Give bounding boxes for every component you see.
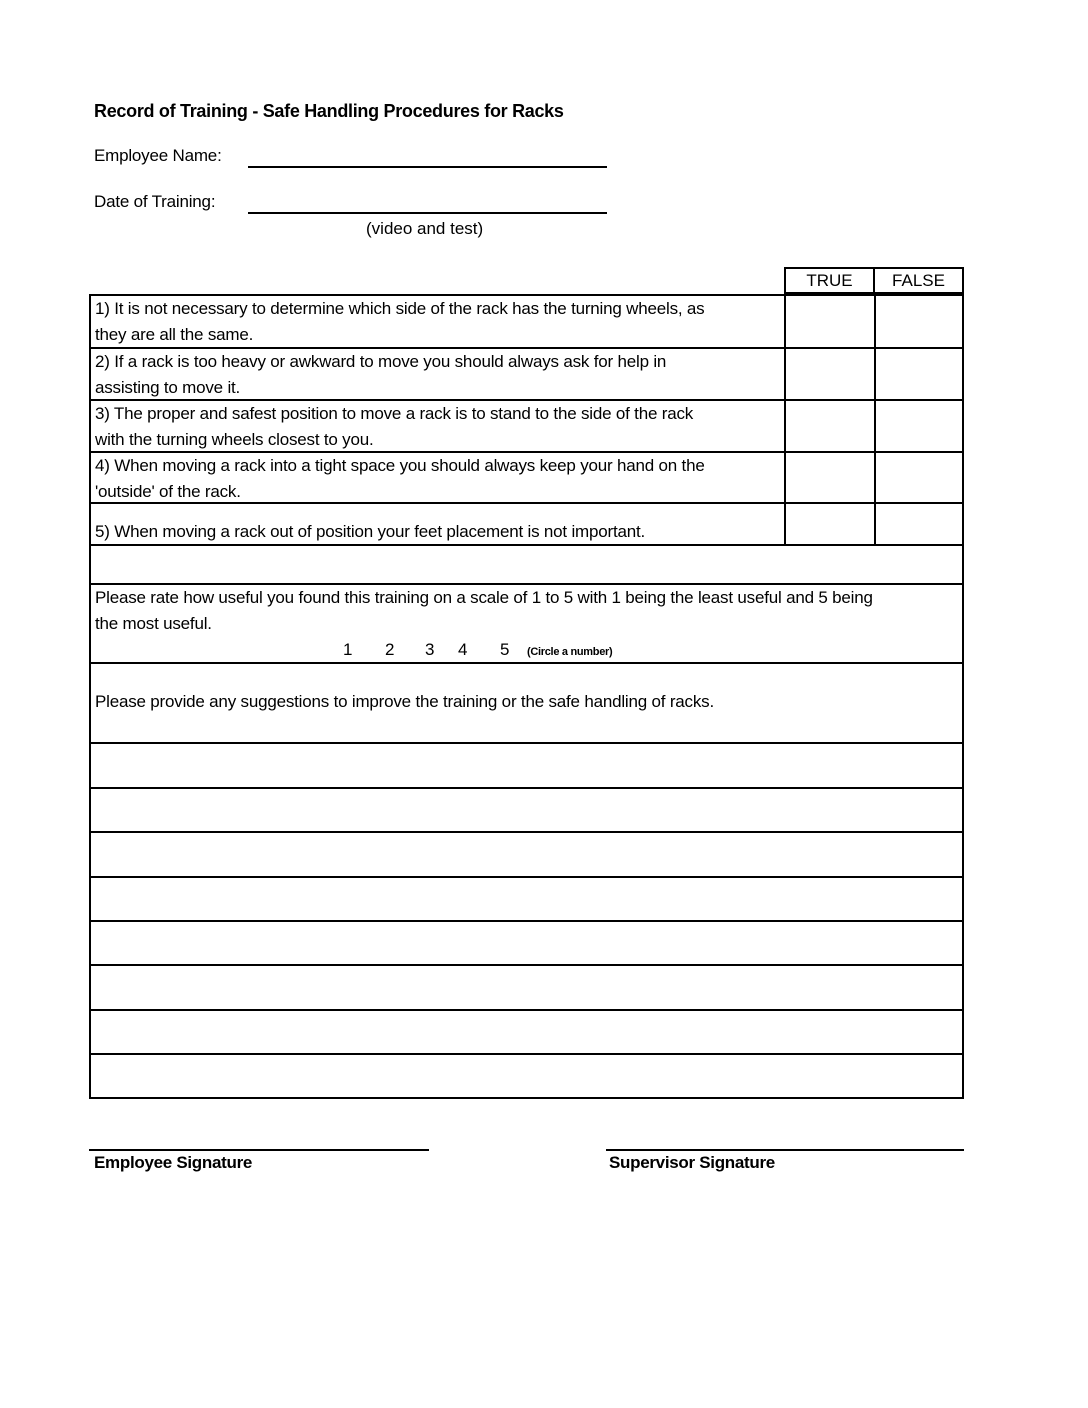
rating-option-3[interactable]: 3 <box>425 640 435 659</box>
employee-name-label: Employee Name: <box>94 146 222 165</box>
true-column-header: TRUE <box>806 271 853 290</box>
supervisor-signature-label: Supervisor Signature <box>609 1153 775 1172</box>
true-checkbox[interactable] <box>784 349 874 399</box>
suggestions-prompt: Please provide any suggestions to improve the training or the safe handling of racks. <box>95 692 714 711</box>
question-text: 2) If a rack is too heavy or awkward to move you should always ask for help in assisting to move it. <box>95 352 667 397</box>
false-checkbox[interactable] <box>874 349 964 399</box>
question-row <box>91 453 962 504</box>
question-row <box>91 296 962 349</box>
employee-signature-label: Employee Signature <box>94 1153 253 1172</box>
rating-option-1[interactable]: 1 <box>343 640 353 659</box>
rating-option-2[interactable]: 2 <box>385 640 395 659</box>
question-text: 5) When moving a rack out of position your feet placement is not important. <box>95 522 646 541</box>
supervisor-signature-line[interactable] <box>606 1149 964 1151</box>
rating-option-4[interactable]: 4 <box>458 640 468 659</box>
false-checkbox[interactable] <box>874 296 964 347</box>
true-checkbox[interactable] <box>784 504 874 544</box>
question-row <box>91 349 962 401</box>
true-checkbox[interactable] <box>784 401 874 451</box>
suggestion-line[interactable] <box>91 1011 962 1055</box>
false-checkbox[interactable] <box>874 401 964 451</box>
rating-instruction: (Circle a number) <box>527 646 613 658</box>
employee-signature-line[interactable] <box>89 1149 429 1151</box>
suggestion-line[interactable] <box>91 1055 962 1097</box>
suggestion-line[interactable] <box>91 922 962 966</box>
false-checkbox[interactable] <box>874 453 964 502</box>
question-text: 4) When moving a rack into a tight space you should always keep your hand on the 'outside' of the rack. <box>95 456 705 501</box>
true-false-header <box>784 267 964 294</box>
training-table <box>89 294 964 1099</box>
date-of-training-label: Date of Training: <box>94 192 216 211</box>
suggestion-line[interactable] <box>91 833 962 878</box>
rating-option-5[interactable]: 5 <box>500 640 510 659</box>
spacer-row <box>91 546 962 585</box>
suggestion-line[interactable] <box>91 789 962 833</box>
employee-name-field[interactable] <box>248 166 607 168</box>
false-column-header: FALSE <box>873 269 962 292</box>
suggestion-line[interactable] <box>91 966 962 1011</box>
false-checkbox[interactable] <box>874 504 964 544</box>
true-checkbox[interactable] <box>784 453 874 502</box>
date-of-training-field[interactable] <box>248 212 607 214</box>
date-note: (video and test) <box>366 219 484 238</box>
form-title: Record of Training - Safe Handling Procedures for Racks <box>94 101 564 121</box>
question-text: 1) It is not necessary to determine which side of the rack has the turning wheels, as they are all the same. <box>95 299 705 344</box>
question-row <box>91 401 962 453</box>
question-text: 3) The proper and safest position to move a rack is to stand to the side of the rack with the turning wheels closest to you. <box>95 404 694 449</box>
rating-prompt: Please rate how useful you found this training on a scale of 1 to 5 with 1 being the least useful and 5 being the most useful. <box>95 588 873 633</box>
true-checkbox[interactable] <box>784 296 874 347</box>
suggestion-line[interactable] <box>91 878 962 922</box>
suggestion-line[interactable] <box>91 744 962 789</box>
question-row <box>91 504 962 546</box>
